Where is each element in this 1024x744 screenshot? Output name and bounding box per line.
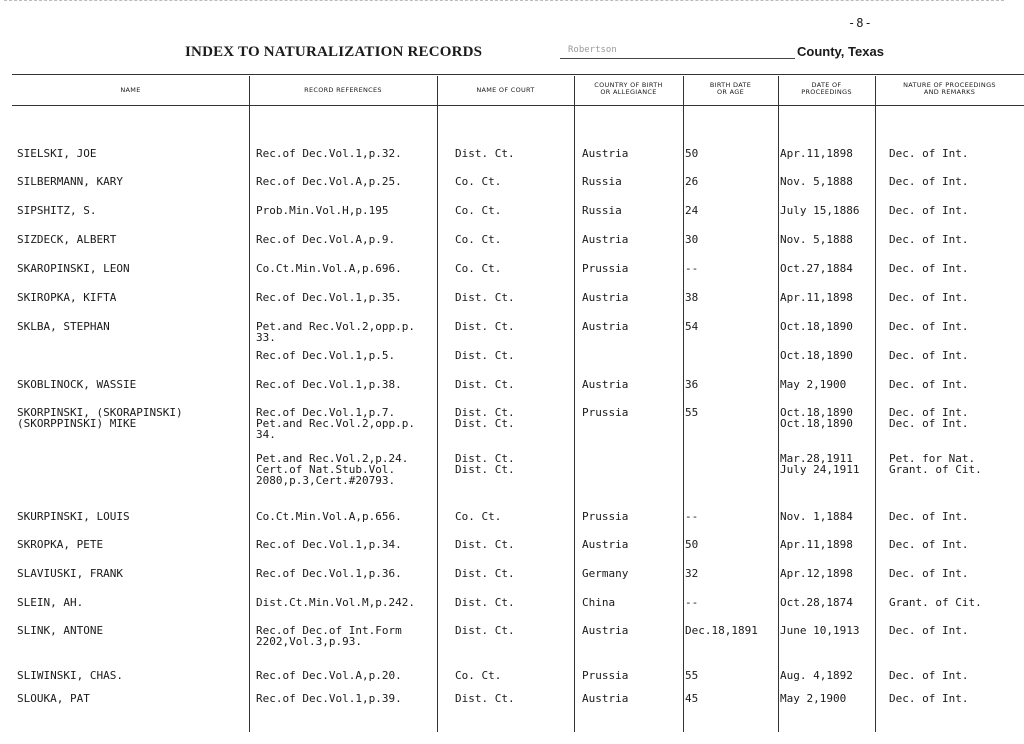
table-cell-birth: 36 [685, 378, 699, 391]
table-cell-record: Dist.Ct.Min.Vol.M,p.242. [256, 596, 415, 609]
table-cell-name: SKROPKA, PETE [17, 538, 104, 551]
table-cell-birth: 55 [685, 406, 699, 419]
table-cell-court: Dist. Ct. [455, 624, 515, 637]
table-cell-date: May 2,1900 [780, 692, 847, 705]
table-cell-nature: Dec. of Int. [889, 567, 969, 580]
table-cell-nature: Dec. of Int. [889, 291, 969, 304]
table-cell-court: Co. Ct. [455, 204, 502, 217]
table-cell-nature: Dec. of Int. Dec. of Int. [889, 406, 969, 430]
table-cell-record: Rec.of Dec.of Int.Form 2202,Vol.3,p.93. [256, 624, 402, 648]
table-cell-name: SKLBA, STEPHAN [17, 320, 110, 333]
table-cell-date: May 2,1900 [780, 378, 847, 391]
table-cell-nature: Dec. of Int. [889, 204, 969, 217]
header-top-rule [12, 74, 1024, 75]
table-cell-record: Co.Ct.Min.Vol.A,p.696. [256, 262, 402, 275]
column-divider [778, 76, 779, 732]
table-cell-nature: Grant. of Cit. [889, 596, 982, 609]
table-cell-country: Prussia [582, 406, 629, 419]
table-cell-country: China [582, 596, 616, 609]
table-cell-nature: Dec. of Int. [889, 510, 969, 523]
table-cell-country: Austria [582, 320, 629, 333]
table-cell-birth: 50 [685, 147, 699, 160]
page-title: INDEX TO NATURALIZATION RECORDS [185, 44, 483, 60]
table-cell-record: Prob.Min.Vol.H,p.195 [256, 204, 389, 217]
table-cell-court: Co. Ct. [455, 669, 502, 682]
table-cell-record: Rec.of Dec.Vol.1,p.36. [256, 567, 402, 580]
table-cell-birth: 30 [685, 233, 699, 246]
table-cell-birth: 50 [685, 538, 699, 551]
table-cell-court: Dist. Ct. [455, 567, 515, 580]
table-cell-date: Oct.18,1890 Oct.18,1890 [780, 406, 853, 430]
table-cell-court: Dist. Ct. [455, 320, 515, 333]
table-cell-birth: 38 [685, 291, 699, 304]
table-cell-name: SILBERMANN, KARY [17, 175, 123, 188]
top-edge-dashes [4, 0, 1004, 4]
table-cell-record: Rec.of Dec.Vol.1,p.39. [256, 692, 402, 705]
table-cell-name: SKIROPKA, KIFTA [17, 291, 117, 304]
table-cell-date: Nov. 5,1888 [780, 233, 853, 246]
table-cell-date: July 15,1886 [780, 204, 860, 217]
table-cell-name: SKAROPINSKI, LEON [17, 262, 130, 275]
county-blank-line [560, 58, 795, 59]
table-cell-record: Rec.of Dec.Vol.1,p.35. [256, 291, 402, 304]
table-cell-record: Rec.of Dec.Vol.1,p.38. [256, 378, 402, 391]
table-cell-country: Austria [582, 538, 629, 551]
table-cell-date: Oct.28,1874 [780, 596, 853, 609]
table-cell-date: Aug. 4,1892 [780, 669, 853, 682]
table-cell-record: Rec.of Dec.Vol.A,p.9. [256, 233, 396, 246]
table-cell-court: Dist. Ct. [455, 596, 515, 609]
table-cell-name: SIZDECK, ALBERT [17, 233, 117, 246]
table-cell-record: Pet.and Rec.Vol.2,opp.p. 33. [256, 320, 415, 344]
table-cell-record: Rec.of Dec.Vol.1,p.34. [256, 538, 402, 551]
table-cell-country: Prussia [582, 262, 629, 275]
column-header-birth: BIRTH DATE OR AGE [709, 81, 752, 96]
table-cell-court: Dist. Ct. [455, 692, 515, 705]
table-cell-record: Rec.of Dec.Vol.1,p.5. [256, 349, 396, 362]
table-cell-country: Prussia [582, 510, 629, 523]
table-cell-court: Co. Ct. [455, 175, 502, 188]
table-cell-record: Pet.and Rec.Vol.2,p.24. Cert.of Nat.Stub.Vol. 2080,p.3,Cert.#20793. [256, 452, 409, 487]
column-header-country: COUNTRY OF BIRTH OR ALLEGIANCE [594, 81, 663, 96]
table-cell-date: Apr.11,1898 [780, 291, 853, 304]
table-cell-nature: Dec. of Int. [889, 538, 969, 551]
column-header-date: DATE OF PROCEEDINGS [801, 81, 852, 96]
page-number: -8- [848, 16, 873, 30]
table-cell-court: Co. Ct. [455, 262, 502, 275]
header-bottom-rule [12, 105, 1024, 106]
column-divider [875, 76, 876, 732]
table-cell-country: Austria [582, 233, 629, 246]
table-cell-court: Co. Ct. [455, 510, 502, 523]
table-cell-name: SLINK, ANTONE [17, 624, 104, 637]
table-cell-record: Rec.of Dec.Vol.A,p.25. [256, 175, 402, 188]
table-cell-name: SLEIN, AH. [17, 596, 84, 609]
table-cell-nature: Dec. of Int. [889, 378, 969, 391]
column-divider [249, 76, 250, 732]
table-cell-court: Dist. Ct. [455, 378, 515, 391]
table-cell-country: Austria [582, 291, 629, 304]
table-cell-nature: Dec. of Int. [889, 624, 969, 637]
table-cell-date: Apr.12,1898 [780, 567, 853, 580]
table-cell-date: Oct.18,1890 [780, 349, 853, 362]
table-cell-nature: Dec. of Int. [889, 692, 969, 705]
table-cell-nature: Dec. of Int. [889, 262, 969, 275]
column-divider [437, 76, 438, 732]
table-cell-date: Apr.11,1898 [780, 538, 853, 551]
table-cell-record: Rec.of Dec.Vol.1,p.32. [256, 147, 402, 160]
column-header-name: NAME [120, 86, 141, 94]
table-cell-birth: -- [685, 510, 699, 523]
column-header-record-references: RECORD REFERENCES [304, 86, 382, 94]
table-cell-court: Dist. Ct. Dist. Ct. [455, 452, 515, 476]
table-cell-country: Austria [582, 378, 629, 391]
table-cell-name: SLOUKA, PAT [17, 692, 90, 705]
table-cell-birth: Dec.18,1891 [685, 624, 758, 637]
table-cell-birth: 54 [685, 320, 699, 333]
table-cell-nature: Dec. of Int. [889, 175, 969, 188]
table-cell-birth: 55 [685, 669, 699, 682]
column-divider [683, 76, 684, 732]
table-cell-nature: Pet. for Nat. Grant. of Cit. [889, 452, 982, 476]
column-header-nature: NATURE OF PROCEEDINGS AND REMARKS [903, 81, 996, 96]
table-cell-nature: Dec. of Int. [889, 147, 969, 160]
table-cell-court: Dist. Ct. [455, 349, 515, 362]
table-cell-name: SLAVIUSKI, FRANK [17, 567, 123, 580]
table-cell-name: SKURPINSKI, LOUIS [17, 510, 130, 523]
table-cell-court: Co. Ct. [455, 233, 502, 246]
table-cell-name: SIELSKI, JOE [17, 147, 97, 160]
county-name-handwritten: Robertson [568, 45, 617, 55]
table-cell-name: SKOBLINOCK, WASSIE [17, 378, 137, 391]
table-cell-birth: 24 [685, 204, 699, 217]
table-cell-court: Dist. Ct. Dist. Ct. [455, 406, 515, 430]
table-cell-birth: 45 [685, 692, 699, 705]
table-cell-nature: Dec. of Int. [889, 233, 969, 246]
table-cell-country: Austria [582, 692, 629, 705]
table-cell-birth: -- [685, 262, 699, 275]
table-cell-court: Dist. Ct. [455, 538, 515, 551]
table-cell-record: Co.Ct.Min.Vol.A,p.656. [256, 510, 402, 523]
table-cell-record: Rec.of Dec.Vol.1,p.7. Pet.and Rec.Vol.2,opp.p. 34. [256, 406, 415, 441]
table-cell-date: Nov. 1,1884 [780, 510, 853, 523]
table-cell-birth: 26 [685, 175, 699, 188]
table-cell-country: Germany [582, 567, 629, 580]
table-cell-court: Dist. Ct. [455, 147, 515, 160]
table-cell-court: Dist. Ct. [455, 291, 515, 304]
table-cell-country: Russia [582, 204, 622, 217]
table-cell-date: June 10,1913 [780, 624, 860, 637]
table-cell-nature: Dec. of Int. [889, 320, 969, 333]
table-cell-nature: Dec. of Int. [889, 669, 969, 682]
table-cell-country: Austria [582, 147, 629, 160]
table-cell-date: Oct.27,1884 [780, 262, 853, 275]
table-cell-nature: Dec. of Int. [889, 349, 969, 362]
column-header-court: NAME OF COURT [476, 86, 535, 94]
county-label: County, Texas [797, 44, 884, 59]
table-cell-date: Apr.11,1898 [780, 147, 853, 160]
table-cell-birth: -- [685, 596, 699, 609]
table-cell-date: Oct.18,1890 [780, 320, 853, 333]
table-cell-date: Nov. 5,1888 [780, 175, 853, 188]
table-cell-date: Mar.28,1911 July 24,1911 [780, 452, 860, 476]
column-divider [574, 76, 575, 732]
table-cell-birth: 32 [685, 567, 699, 580]
table-cell-name: SLIWINSKI, CHAS. [17, 669, 123, 682]
table-cell-record: Rec.of Dec.Vol.A,p.20. [256, 669, 402, 682]
table-cell-name: SIPSHITZ, S. [17, 204, 97, 217]
table-cell-country: Austria [582, 624, 629, 637]
table-cell-country: Prussia [582, 669, 629, 682]
table-cell-name: SKORPINSKI, (SKORAPINSKI) (SKORPPINSKI) MIKE [17, 406, 183, 430]
table-cell-country: Russia [582, 175, 622, 188]
